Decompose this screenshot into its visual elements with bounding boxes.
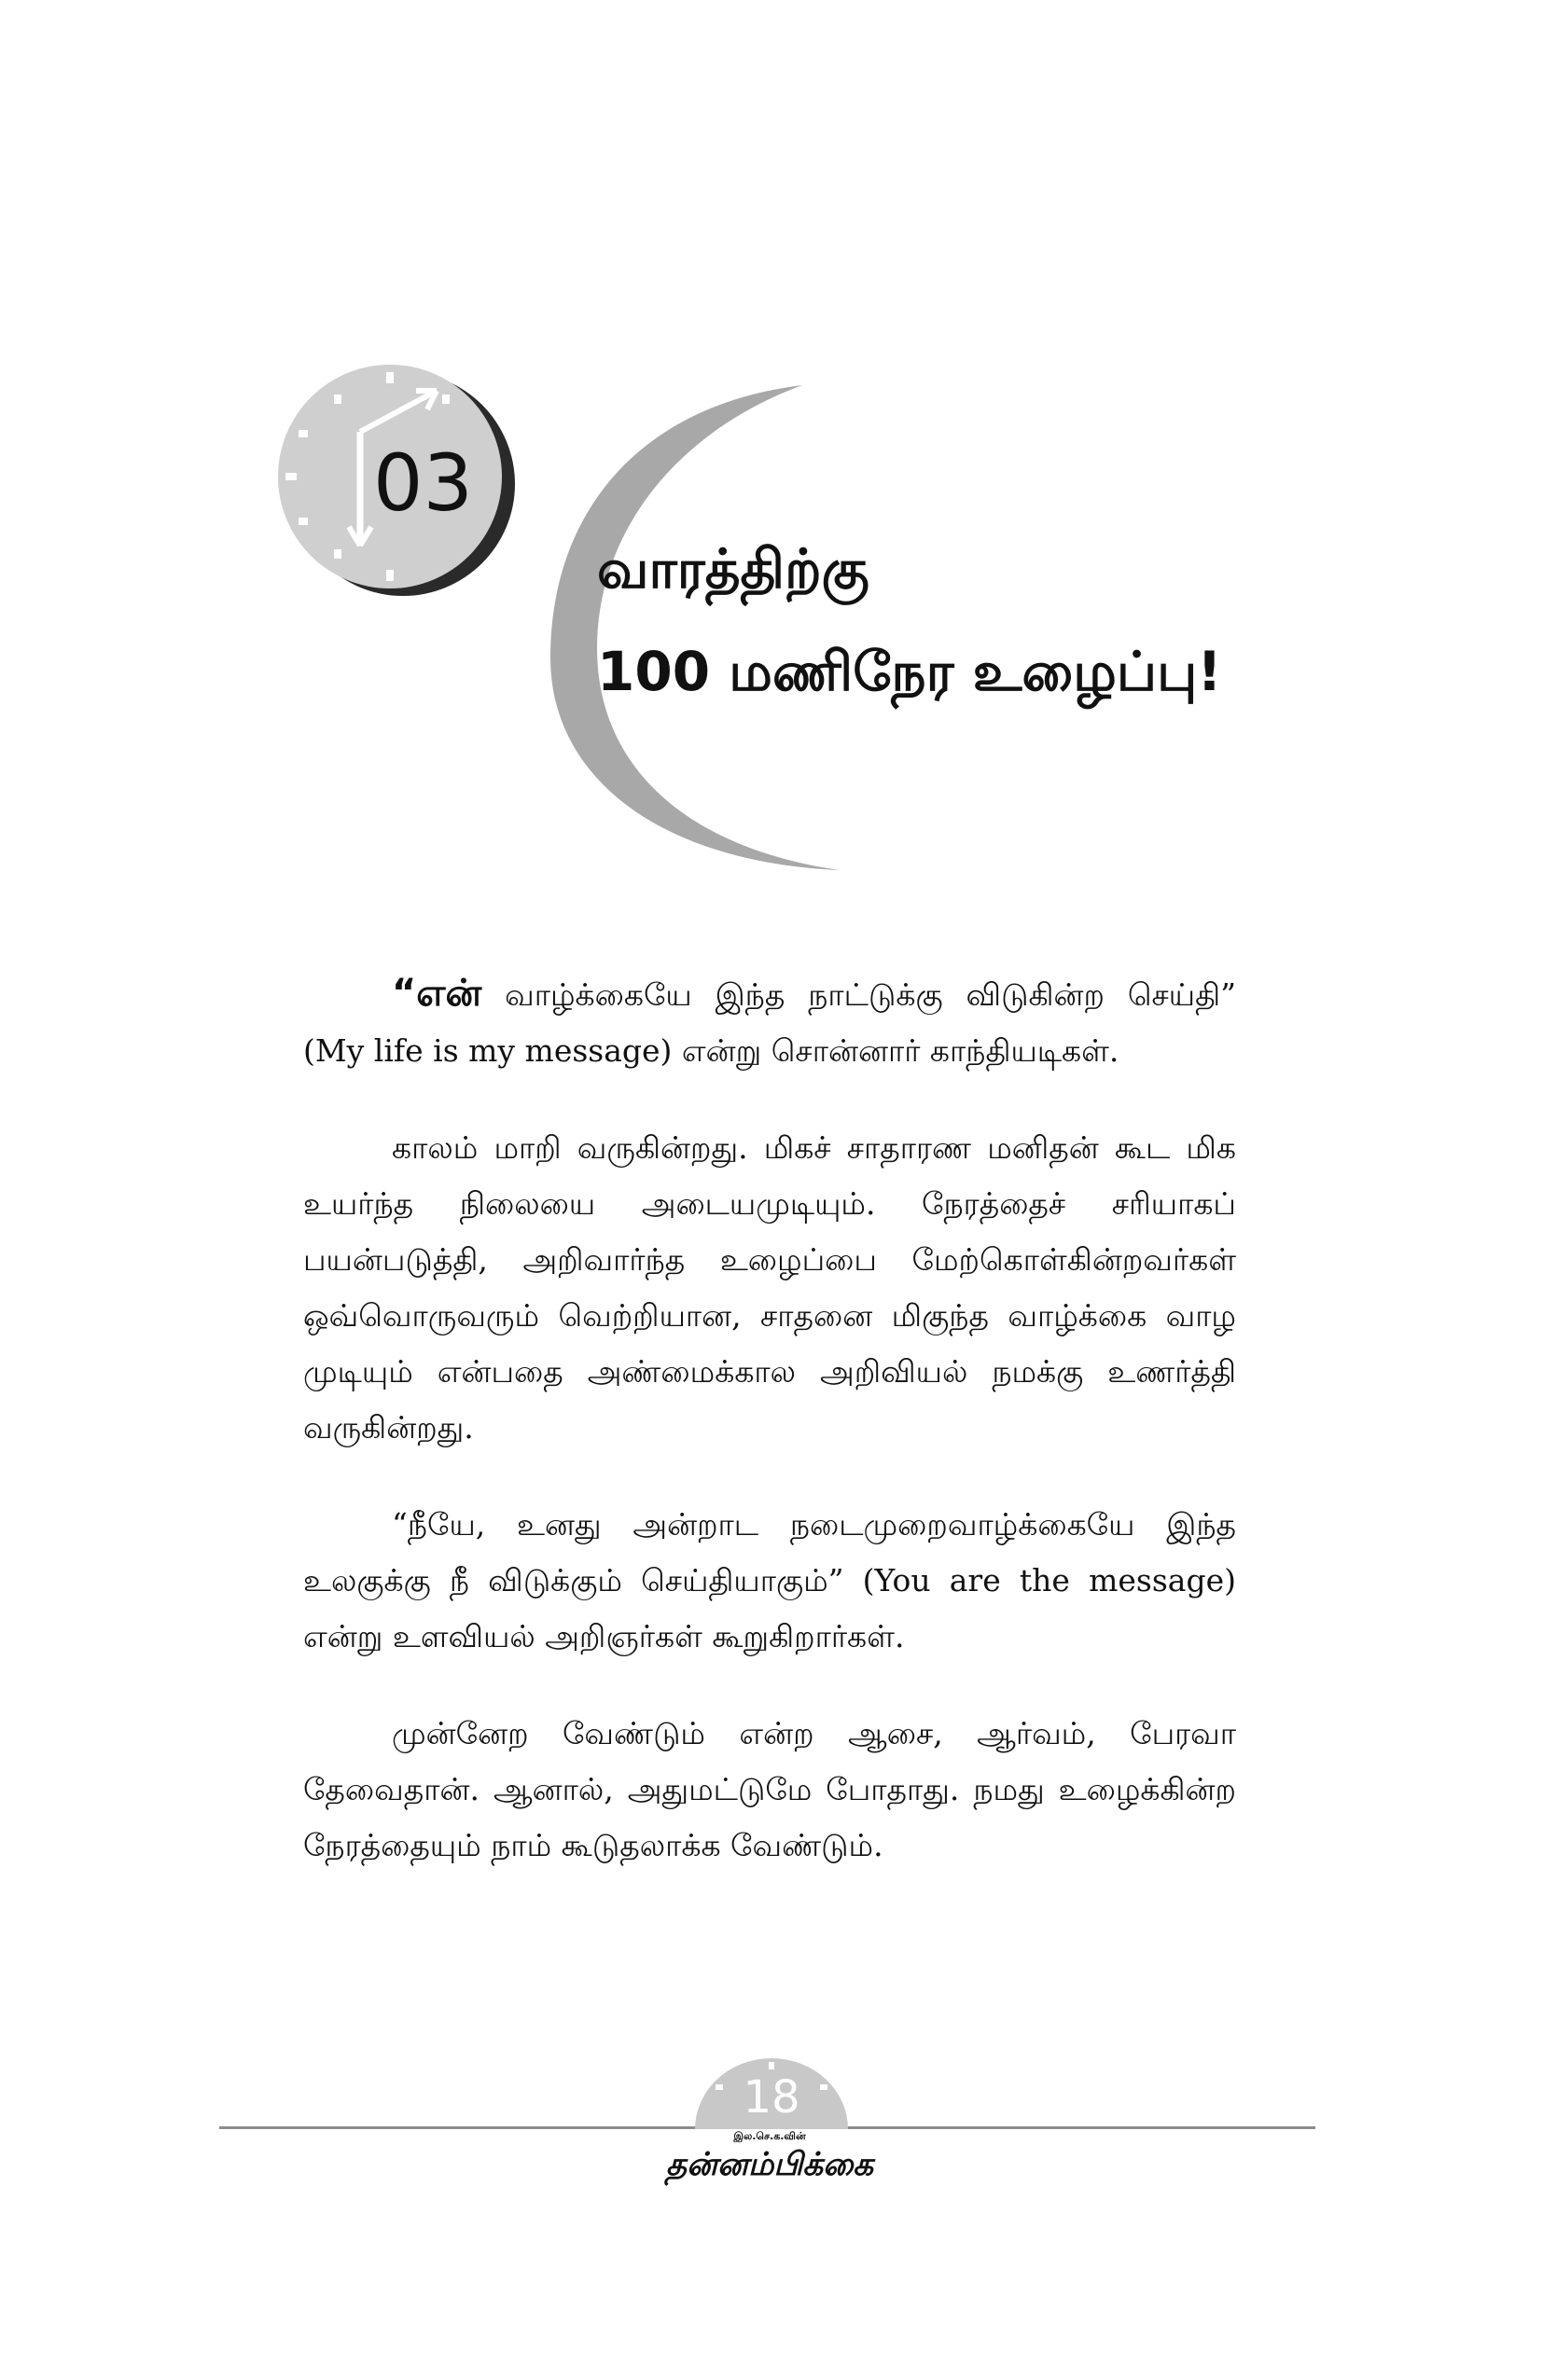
paragraph-2: காலம் மாறி வருகின்றது. மிகச் சாதாரண மனிதன் கூட மிக உயர்ந்த நிலையை அடையமுடியும். நேரத்தைச் சரியாகப் பயன்படுத்தி, அறிவார்ந்த உழைப்பை மேற்கொள்கின்றவர்கள் ஒவ்வொருவரும் வெற்றியான, சாதனை மிகுந்த வாழ்க்கை வாழ முடியும் என்பதை அண்மைக்கால அறிவியல் நமக்கு உணர்த்தி வருகின்றது. (303, 1129, 1236, 1446)
paragraph-1-text: வாழ்க்கையே இந்த நாட்டுக்கு விடுகின்ற செய்தி” (My life is my message) என்று சொன்னார் காந்தியடிகள். (303, 976, 1236, 1069)
paragraph-1-opening-word: “என் (392, 972, 482, 1015)
page-number: 18 (743, 2071, 800, 2124)
publisher-logo-text: தன்னம்பிக்கை (665, 2146, 874, 2183)
body-text (303, 965, 1236, 1915)
chapter-title-line-1: வாரத்திற்கு (597, 537, 869, 601)
paragraph-1 (303, 965, 1236, 1079)
publisher-tagline: இல.செ.க.வின் (733, 2130, 806, 2142)
chapter-title-line-2: 100 மணிநேர உழைப்பு! (597, 640, 1222, 703)
chapter-title (597, 518, 1437, 723)
paragraph-3: “நீயே, உனது அன்றாட நடைமுறைவாழ்க்கையே இந்த உலகுக்கு நீ விடுக்கும் செய்தியாகும்” (You are the message) என்று உளவியல் அறிஞர்கள் கூறுகிறார்கள். (303, 1506, 1236, 1654)
paragraph-4: முன்னேற வேண்டும் என்ற ஆசை, ஆர்வம், பேரவா தேவைதான். ஆனால், அதுமட்டுமே போதாது. நமது உழைக்கின்ற நேரத்தையும் நாம் கூடுதலாக்க வேண்டும். (303, 1715, 1236, 1863)
chapter-number: 03 (373, 437, 473, 529)
chapter-clock-emblem (271, 359, 522, 602)
